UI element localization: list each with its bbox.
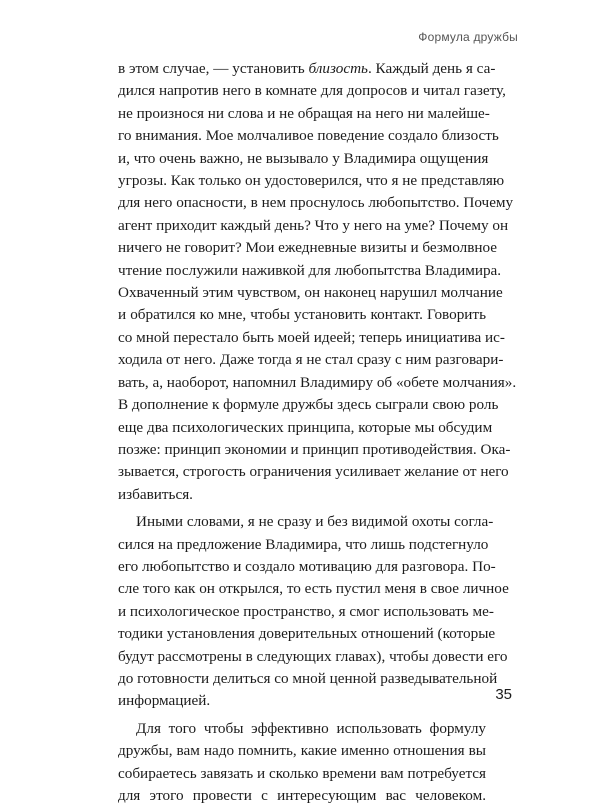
emphasis: близость — [308, 60, 368, 77]
running-head: Формула дружбы — [418, 30, 518, 44]
text-line: сле того как он открылся, то есть пустил меня в свое личное — [118, 580, 509, 598]
text-line: в этом случае, — установить близость. Каждый день я са- — [118, 60, 496, 77]
text-line: и обратился ко мне, чтобы установить контакт. Говорить — [118, 306, 486, 324]
text-line: В дополнение к формуле дружбы здесь сыграли свою роль — [118, 396, 499, 414]
paragraph — [118, 718, 486, 807]
text-line: зывается, строгость ограничения усиливает желание от него — [118, 463, 509, 481]
text-line: сился на предложение Владимира, что лишь подстегнуло — [118, 535, 489, 553]
text-line: Для того чтобы эффективно использовать формулу — [136, 719, 486, 737]
paragraph — [118, 58, 517, 506]
text-line: будут рассмотрены в следующих главах), чтобы довести его — [118, 647, 508, 665]
text-line: угрозы. Как только он удостоверился, что я не представляю — [118, 172, 505, 190]
text-line: и психологическое пространство, я смог использовать ме- — [118, 602, 494, 620]
text-line: для этого провести с интересующим вас человеком. — [118, 787, 486, 804]
text-line: собираетесь завязать и сколько времени вам потребуется — [118, 764, 486, 782]
text-line: го внимания. Мое молчаливое поведение создало близость — [118, 127, 499, 145]
text-line: его любопытство и создало мотивацию для разговора. По- — [118, 557, 496, 575]
text-line: дружбы, вам надо помнить, какие именно отношения вы — [118, 742, 486, 760]
text-line: со мной перестало быть моей идеей; теперь инициатива ис- — [118, 328, 505, 346]
text-line: дился напротив него в комнате для допросов и читал газету, — [118, 82, 506, 100]
text-line: тодики установления доверительных отношений (которые — [118, 625, 496, 643]
text-line: Иными словами, я не сразу и без видимой охоты согла- — [136, 513, 494, 531]
text-line: не произнося ни слова и не обращая на него ни малейше- — [118, 104, 490, 122]
text-line: позже: принцип экономии и принцип противодействия. Ока- — [118, 440, 511, 458]
text-line: Охваченный этим чувством, он наконец нарушил молчание — [118, 284, 503, 302]
text-line: ничего не говорит? Мои ежедневные визиты и безмолвное — [118, 239, 498, 257]
text-line: избавиться. — [118, 485, 193, 503]
text-line: чтение послужили наживкой для любопытства Владимира. — [118, 261, 502, 279]
text-line: ходила от него. Даже тогда я не стал сразу с ним разговари- — [118, 351, 504, 369]
text-line: до готовности делиться со мной ценной разведывательной — [118, 669, 498, 687]
text-line: для него опасности, в нем проснулось любопытство. Почему — [118, 194, 514, 212]
text-line: вать, а, наоборот, напомнил Владимиру об «обете молчания». — [118, 373, 517, 391]
text-line: информацией. — [118, 692, 211, 710]
text-line: еще два психологических принципа, которые мы обсудим — [118, 418, 493, 436]
text-line: и, что очень важно, не вызывало у Владимира ощущения — [118, 149, 489, 167]
page-number: 35 — [495, 686, 512, 703]
text-line: агент приходит каждый день? Что у него на уме? Почему он — [118, 216, 509, 234]
